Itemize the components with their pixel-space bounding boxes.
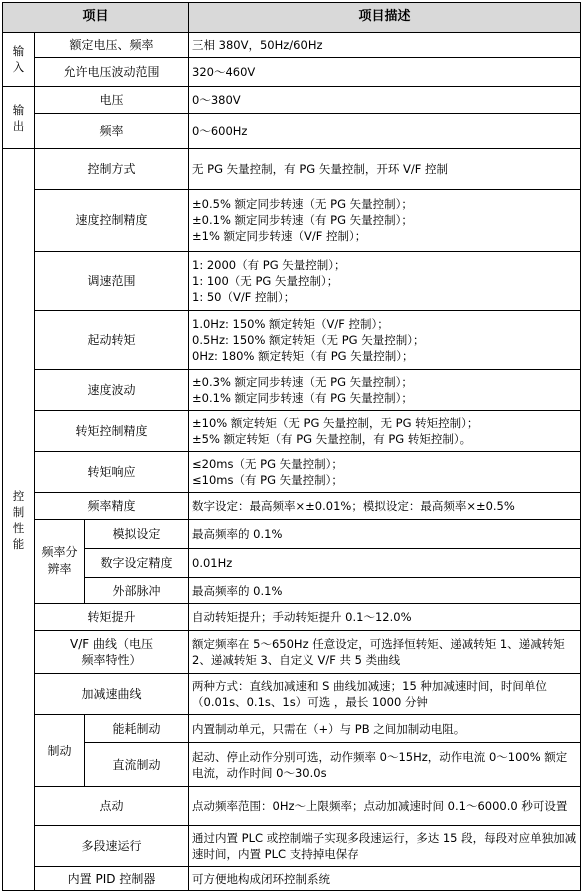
row-name: 起动转矩 bbox=[35, 310, 189, 369]
table-row bbox=[3, 673, 581, 714]
desc-line: 1: 100（无 PG 矢量控制）； bbox=[192, 273, 339, 288]
desc-line: 通过内置 PLC 或控制端子实现多段速运行，多达 15 段，每段对应单独加减速时间，内置 PLC 支持掉电保存 bbox=[192, 831, 577, 862]
desc-line: 1.0Hz: 150% 额定转矩（V/F 控制）； bbox=[192, 317, 389, 332]
desc-line: 点动频率范围：0Hz～上限频率；点动加减速时间 0.1～6000.0 秒可设置 bbox=[192, 799, 568, 814]
category-char: 输 bbox=[12, 102, 25, 117]
row-name: 直流制动 bbox=[85, 743, 189, 787]
category-char: 性 bbox=[12, 520, 25, 535]
row-desc bbox=[189, 604, 581, 631]
category-char: 控 bbox=[12, 488, 25, 503]
row-name: 外部脉冲 bbox=[85, 577, 189, 604]
row-desc bbox=[189, 86, 581, 114]
row-name: 加减速曲线 bbox=[35, 673, 189, 714]
group-frequency-resolution bbox=[35, 519, 85, 604]
row-desc bbox=[189, 149, 581, 190]
desc-line: 0.01Hz bbox=[192, 555, 233, 570]
row-desc bbox=[189, 826, 581, 867]
row-desc bbox=[189, 743, 581, 787]
table-row bbox=[3, 114, 581, 149]
desc-line: 0～600Hz bbox=[192, 124, 248, 139]
category-label bbox=[6, 43, 31, 75]
name-line: 频率特性） bbox=[81, 652, 142, 667]
row-desc bbox=[189, 549, 581, 578]
row-name: 速度波动 bbox=[35, 370, 189, 411]
row-name: 转矩提升 bbox=[35, 604, 189, 631]
desc-line: ±0.3% 额定同步转速（无 PG 矢量控制）； bbox=[192, 375, 413, 390]
row-name: 控制方式 bbox=[35, 149, 189, 190]
desc-line: ≤10ms（有 PG 矢量控制）； bbox=[192, 472, 343, 487]
table-row bbox=[3, 452, 581, 493]
group-label: 频率分辨率 bbox=[41, 545, 78, 577]
desc-line: 额定频率在 5～650Hz 任意设定，可选择恒转矩、递减转矩 1、递减转矩 2、递减转矩 3、自定义 V/F 共 5 类曲线 bbox=[192, 636, 565, 667]
row-name: 转矩控制精度 bbox=[35, 411, 189, 452]
desc-line: 1: 2000（有 PG 矢量控制）； bbox=[192, 257, 346, 272]
row-desc bbox=[189, 32, 581, 58]
row-name: 速度控制精度 bbox=[35, 190, 189, 251]
desc-line: 无 PG 矢量控制，有 PG 矢量控制，开环 V/F 控制 bbox=[192, 162, 448, 177]
category-char: 出 bbox=[12, 118, 25, 133]
row-name: 频率精度 bbox=[35, 492, 189, 519]
row-desc bbox=[189, 867, 581, 891]
table-row bbox=[3, 251, 581, 310]
row-desc bbox=[189, 452, 581, 493]
row-name: 内置 PID 控制器 bbox=[35, 867, 189, 891]
category-input bbox=[3, 32, 35, 86]
row-desc bbox=[189, 714, 581, 743]
table-row bbox=[3, 190, 581, 251]
desc-line: 1: 50（V/F 控制）； bbox=[192, 289, 296, 304]
row-name: 能耗制动 bbox=[85, 714, 189, 743]
desc-line: ±10% 额定转矩（无 PG 矢量控制，无 PG 转矩控制）； bbox=[192, 416, 479, 431]
category-char: 能 bbox=[12, 536, 25, 551]
row-name: 频率 bbox=[35, 114, 189, 149]
row-desc bbox=[189, 114, 581, 149]
header-row bbox=[3, 3, 581, 33]
table-row bbox=[3, 149, 581, 190]
row-desc bbox=[189, 370, 581, 411]
header-description: 项目描述 bbox=[189, 3, 581, 33]
table-row bbox=[3, 826, 581, 867]
table-row bbox=[3, 714, 581, 743]
category-char: 输 bbox=[12, 44, 25, 59]
desc-line: ≤20ms（无 PG 矢量控制）； bbox=[192, 456, 343, 471]
row-name: 转矩响应 bbox=[35, 452, 189, 493]
row-desc bbox=[189, 251, 581, 310]
spec-table bbox=[2, 2, 581, 891]
row-desc bbox=[189, 787, 581, 826]
group-label: 制动 bbox=[47, 743, 72, 758]
table-row bbox=[3, 86, 581, 114]
table-row bbox=[3, 549, 581, 578]
table-row bbox=[3, 411, 581, 452]
table-row bbox=[3, 370, 581, 411]
row-name: 允许电压波动范围 bbox=[35, 58, 189, 87]
desc-line: 最高频率的 0.1% bbox=[192, 583, 283, 598]
table-row bbox=[3, 867, 581, 891]
desc-line: 0Hz: 180% 额定转矩（有 PG 矢量控制）； bbox=[192, 349, 414, 364]
desc-line: ±5% 额定转矩（有 PG 矢量控制，有 PG 转矩控制）。 bbox=[192, 432, 472, 447]
table-row bbox=[3, 604, 581, 631]
desc-line: ±0.1% 额定同步转速（有 PG 矢量控制）； bbox=[192, 391, 413, 406]
row-desc bbox=[189, 630, 581, 673]
table-row bbox=[3, 310, 581, 369]
table-row bbox=[3, 743, 581, 787]
desc-line: 数字设定：最高频率×±0.01%；模拟设定：最高频率×±0.5% bbox=[192, 498, 515, 513]
category-char: 制 bbox=[12, 504, 25, 519]
name-line: V/F 曲线（电压 bbox=[70, 636, 153, 651]
desc-line: ±0.1% 额定同步转速（有 PG 矢量控制）； bbox=[192, 213, 413, 228]
group-braking bbox=[35, 714, 85, 787]
category-output bbox=[3, 86, 35, 148]
row-desc bbox=[189, 58, 581, 87]
row-name: 模拟设定 bbox=[85, 519, 189, 549]
header-item: 项目 bbox=[3, 3, 189, 33]
table-row bbox=[3, 32, 581, 58]
desc-line: 起动、停止动作分别可选，动作频率 0～15Hz，动作电流 0～100% 额定电流，动作时间 0～30.0s bbox=[192, 749, 568, 780]
desc-line: 自动转矩提升；手动转矩提升 0.1～12.0% bbox=[192, 610, 412, 625]
desc-line: 0.5Hz: 150% 额定转矩（无 PG 矢量控制）； bbox=[192, 333, 425, 348]
row-desc bbox=[189, 411, 581, 452]
row-name: 多段速运行 bbox=[35, 826, 189, 867]
desc-line: 两种方式：直线加减速和 S 曲线加减速；15 种加减速时间，时间单位（0.01s、0.1s、1s）可选 ，最长 1000 分钟 bbox=[192, 678, 547, 709]
desc-line: 最高频率的 0.1% bbox=[192, 526, 283, 541]
table-row bbox=[3, 787, 581, 826]
row-name: 点动 bbox=[35, 787, 189, 826]
row-desc bbox=[189, 190, 581, 251]
table-row bbox=[3, 577, 581, 604]
row-desc bbox=[189, 492, 581, 519]
desc-line: 内置制动单元，只需在（+）与 PB 之间加制动电阻。 bbox=[192, 721, 466, 736]
desc-line: 三相 380V，50Hz/60Hz bbox=[192, 37, 323, 52]
category-control bbox=[3, 149, 35, 891]
table-row bbox=[3, 519, 581, 549]
row-name bbox=[35, 630, 189, 673]
row-name: 额定电压、频率 bbox=[35, 32, 189, 58]
row-desc bbox=[189, 519, 581, 549]
row-name: 调速范围 bbox=[35, 251, 189, 310]
desc-line: ±0.5% 额定同步转速（无 PG 矢量控制）； bbox=[192, 197, 413, 212]
row-desc bbox=[189, 673, 581, 714]
row-name: 数字设定精度 bbox=[85, 549, 189, 578]
desc-line: 320～460V bbox=[192, 65, 256, 80]
row-desc bbox=[189, 310, 581, 369]
table-row bbox=[3, 492, 581, 519]
row-name: 电压 bbox=[35, 86, 189, 114]
category-label bbox=[6, 102, 31, 134]
category-char: 入 bbox=[12, 60, 25, 75]
row-desc bbox=[189, 577, 581, 604]
category-label bbox=[6, 488, 31, 552]
desc-line: ±1% 额定同步转速（V/F 控制）； bbox=[192, 229, 367, 244]
table-row bbox=[3, 58, 581, 87]
desc-line: 0～380V bbox=[192, 93, 241, 108]
table-row bbox=[3, 630, 581, 673]
desc-line: 可方便地构成闭环控制系统 bbox=[192, 871, 331, 886]
